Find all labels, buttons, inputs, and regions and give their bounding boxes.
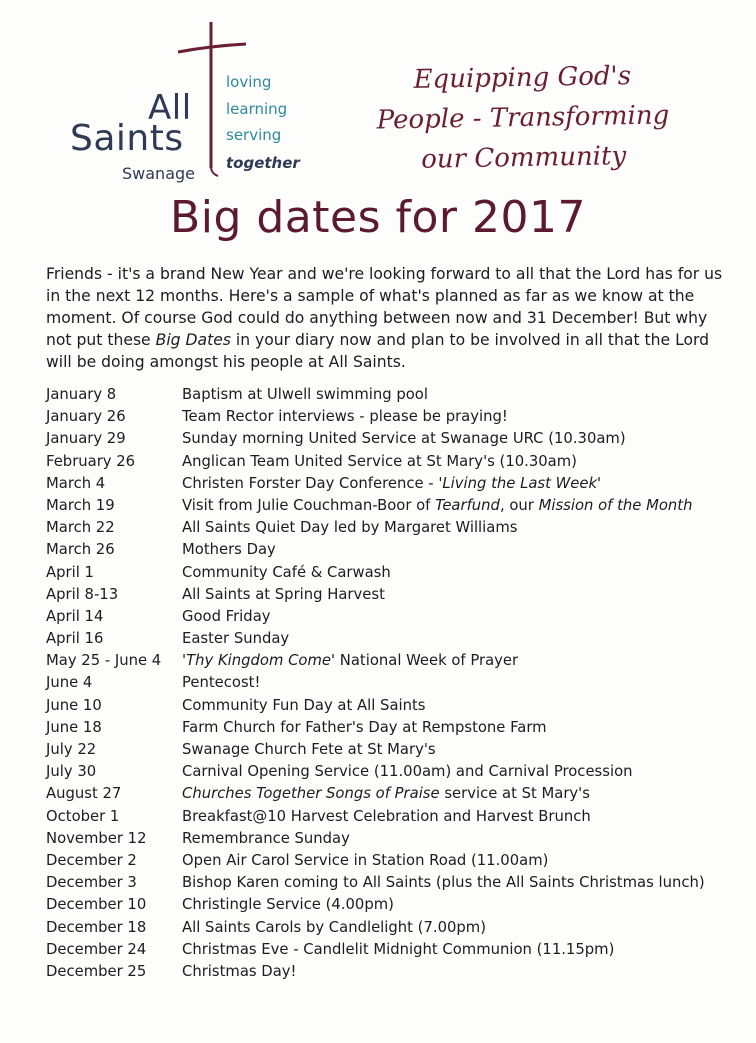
logo-word-learning: learning bbox=[226, 100, 288, 118]
event-description bbox=[182, 473, 601, 495]
logo-word-loving: loving bbox=[226, 73, 272, 91]
event-description bbox=[182, 562, 391, 584]
event-date: December 24 bbox=[46, 940, 147, 958]
event-text: Baptism at Ulwell swimming pool bbox=[182, 386, 428, 403]
event-date: August 27 bbox=[46, 785, 122, 803]
event-text: All Saints at Spring Harvest bbox=[182, 585, 385, 603]
event-text: All Saints Carols by Candlelight (7.00pm) bbox=[182, 918, 486, 936]
event-row bbox=[46, 384, 736, 406]
event-italic-text: Tearfund bbox=[435, 496, 500, 514]
event-text: , our bbox=[499, 496, 539, 514]
event-date: December 18 bbox=[46, 918, 147, 936]
event-date: June 4 bbox=[46, 674, 93, 692]
event-text: Remembrance Sunday bbox=[182, 829, 350, 847]
event-description bbox=[182, 828, 350, 850]
event-description bbox=[182, 428, 626, 450]
event-date: July 30 bbox=[46, 763, 97, 781]
event-text: Christingle Service (4.00pm) bbox=[182, 896, 394, 914]
event-row bbox=[46, 650, 736, 672]
event-description bbox=[182, 495, 692, 517]
event-date: January 29 bbox=[46, 430, 126, 448]
logo-town-text: Swanage bbox=[122, 164, 195, 183]
event-date: October 1 bbox=[46, 807, 120, 825]
event-text: Christmas Day! bbox=[182, 962, 297, 980]
event-row bbox=[46, 961, 736, 983]
event-row bbox=[46, 739, 736, 761]
event-text: Open Air Carol Service in Station Road (11.00am) bbox=[182, 851, 549, 869]
intro-paragraph bbox=[46, 263, 726, 373]
event-text: National Week of Prayer bbox=[335, 652, 519, 670]
event-description bbox=[182, 584, 385, 606]
event-text: Mothers Day bbox=[182, 541, 276, 559]
church-logo bbox=[60, 18, 300, 183]
event-description bbox=[182, 783, 590, 805]
event-description bbox=[182, 539, 276, 561]
tagline-line-1: Equipping God's bbox=[413, 61, 632, 95]
event-description bbox=[182, 761, 633, 783]
event-date: December 25 bbox=[46, 962, 147, 980]
event-date: December 2 bbox=[46, 851, 137, 869]
event-description bbox=[182, 739, 436, 761]
event-description bbox=[182, 606, 271, 628]
event-date: January 26 bbox=[46, 408, 126, 426]
event-date: April 14 bbox=[46, 607, 104, 625]
event-row bbox=[46, 562, 736, 584]
event-row bbox=[46, 473, 736, 495]
event-date: December 10 bbox=[46, 896, 147, 914]
event-text: Anglican Team United Service at St Mary's (10.30am) bbox=[182, 452, 577, 470]
event-row bbox=[46, 606, 736, 628]
event-description bbox=[182, 672, 260, 694]
event-text: service at St Mary's bbox=[439, 785, 590, 803]
event-row bbox=[46, 695, 736, 717]
event-row bbox=[46, 717, 736, 739]
logo-saints-text: Saints bbox=[70, 118, 184, 159]
event-date: April 8-13 bbox=[46, 585, 119, 603]
event-date: July 22 bbox=[46, 741, 97, 758]
event-text: Visit from Julie Couchman-Boor of bbox=[182, 496, 436, 514]
event-row bbox=[46, 495, 736, 517]
event-row bbox=[46, 539, 736, 561]
event-text: Swanage Church Fete at St Mary's bbox=[182, 741, 436, 758]
event-date: June 18 bbox=[46, 718, 102, 736]
intro-emphasis: Big Dates bbox=[155, 331, 231, 349]
tagline-line-2: People - Transforming bbox=[376, 100, 670, 136]
event-date: March 26 bbox=[46, 541, 115, 559]
event-row bbox=[46, 406, 736, 428]
event-date: March 22 bbox=[46, 519, 115, 537]
intro-text-2: in your diary now and plan to be involved in all that the Lord will be doing amongst his people at All Saints. bbox=[46, 331, 710, 371]
event-date: March 4 bbox=[46, 474, 106, 492]
event-text: Sunday morning United Service at Swanage URC (10.30am) bbox=[182, 430, 626, 448]
event-text: Christen Forster Day Conference - bbox=[182, 474, 439, 492]
event-description bbox=[182, 517, 517, 539]
event-text: Bishop Karen coming to All Saints (plus the All Saints Christmas lunch) bbox=[182, 874, 705, 892]
event-text: Christmas Eve - Candlelit Midnight Communion (11.15pm) bbox=[182, 940, 615, 958]
event-description bbox=[182, 695, 426, 717]
event-text: Carnival Opening Service (11.00am) and Carnival Procession bbox=[182, 763, 633, 781]
event-row bbox=[46, 628, 736, 650]
event-text: All Saints Quiet Day led by Margaret Williams bbox=[182, 519, 518, 537]
logo-word-together: together bbox=[226, 154, 300, 172]
event-row bbox=[46, 828, 736, 850]
events-list bbox=[46, 384, 736, 983]
event-description bbox=[182, 384, 428, 406]
event-description bbox=[182, 872, 705, 894]
event-date: April 16 bbox=[46, 630, 104, 648]
event-text: Breakfast@10 Harvest Celebration and Harvest Brunch bbox=[182, 807, 591, 825]
event-row bbox=[46, 917, 736, 939]
event-date: March 19 bbox=[46, 496, 115, 514]
event-row bbox=[46, 517, 736, 539]
event-description bbox=[182, 406, 508, 428]
event-row bbox=[46, 783, 736, 805]
event-row bbox=[46, 894, 736, 916]
tagline-line-3: our Community bbox=[420, 141, 627, 175]
event-italic-text: 'Thy Kingdom Come' bbox=[182, 652, 336, 670]
event-row bbox=[46, 850, 736, 872]
event-description bbox=[182, 650, 518, 672]
event-description bbox=[182, 628, 289, 650]
event-italic-text: 'Living the Last Week' bbox=[438, 474, 602, 492]
event-date: December 3 bbox=[46, 874, 137, 892]
event-description bbox=[182, 850, 548, 872]
event-row bbox=[46, 584, 736, 606]
intro-text-1: Friends - it's a brand New Year and we're looking forward to all that the Lord has for us in the next 12 months. Here's a sample of what's planned as far as we know at the moment. Of course God could do anything between now and 31 December! But why not put these bbox=[46, 265, 723, 349]
event-row bbox=[46, 672, 736, 694]
event-italic-text: Mission of the Month bbox=[538, 496, 693, 514]
page-title: Big dates for 2017 bbox=[170, 192, 586, 243]
logo-all-text: All bbox=[148, 88, 192, 128]
event-date: June 10 bbox=[46, 696, 102, 714]
event-description bbox=[182, 717, 547, 739]
event-text: Good Friday bbox=[182, 607, 271, 625]
event-text: Team Rector interviews - please be praying! bbox=[182, 408, 508, 426]
event-description bbox=[182, 961, 296, 983]
event-text: Farm Church for Father's Day at Rempstone Farm bbox=[182, 718, 547, 736]
event-text: Pentecost! bbox=[182, 674, 261, 692]
event-row bbox=[46, 872, 736, 894]
event-description bbox=[182, 939, 614, 961]
event-row bbox=[46, 428, 736, 450]
event-date: January 8 bbox=[46, 386, 117, 403]
event-row bbox=[46, 761, 736, 783]
event-description bbox=[182, 806, 591, 828]
event-date: November 12 bbox=[46, 829, 147, 847]
event-date: May 25 - June 4 bbox=[46, 652, 162, 670]
event-italic-text: Churches Together Songs of Praise bbox=[182, 785, 440, 803]
event-date: February 26 bbox=[46, 452, 136, 470]
event-row bbox=[46, 939, 736, 961]
event-description bbox=[182, 894, 394, 916]
event-text: Community Fun Day at All Saints bbox=[182, 696, 426, 714]
tagline bbox=[317, 54, 729, 181]
logo-word-serving: serving bbox=[226, 126, 282, 144]
event-description bbox=[182, 451, 577, 473]
event-description bbox=[182, 917, 486, 939]
event-date: April 1 bbox=[46, 563, 94, 581]
event-row bbox=[46, 806, 736, 828]
event-text: Easter Sunday bbox=[182, 630, 290, 648]
event-text: Community Café & Carwash bbox=[182, 563, 391, 581]
event-row bbox=[46, 451, 736, 473]
